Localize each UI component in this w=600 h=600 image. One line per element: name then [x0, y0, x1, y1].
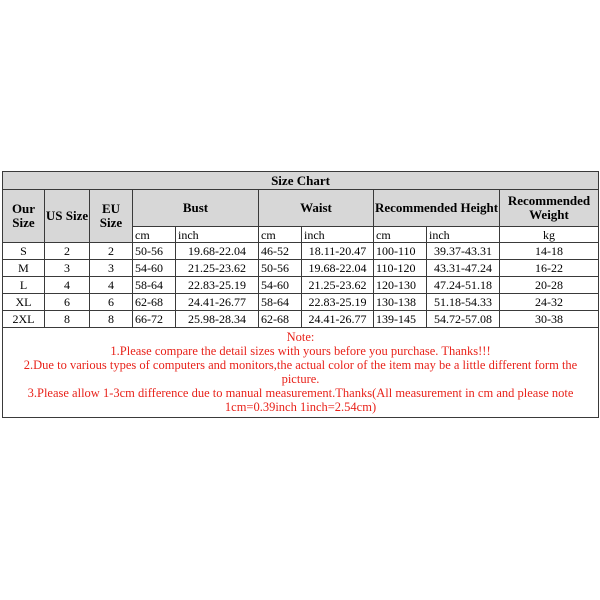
cell-us-size: 8	[45, 311, 90, 328]
cell-eu-size: 2	[90, 243, 133, 260]
notes-row	[3, 328, 599, 418]
cell-our-size: XL	[3, 294, 45, 311]
cell-weight: 16-22	[500, 260, 599, 277]
size-chart-table	[2, 171, 599, 418]
table-row	[3, 260, 599, 277]
unit-waist-cm: cm	[259, 227, 302, 243]
cell-bust-cm: 66-72	[133, 311, 176, 328]
table-row	[3, 294, 599, 311]
cell-height-cm: 110-120	[374, 260, 427, 277]
cell-our-size: L	[3, 277, 45, 294]
note-line-3: 3.Please allow 1-3cm difference due to manual measurement.Thanks(All measurement in cm and please note 1cm=0.39inch 1inch=2.54cm)	[27, 386, 574, 414]
cell-height-cm: 130-138	[374, 294, 427, 311]
cell-weight: 30-38	[500, 311, 599, 328]
header-eu-size: EU Size	[90, 190, 133, 243]
cell-eu-size: 8	[90, 311, 133, 328]
cell-us-size: 6	[45, 294, 90, 311]
chart-title: Size Chart	[3, 172, 599, 190]
note-line-1: 1.Please compare the detail sizes with yours before you purchase. Thanks!!!	[110, 344, 491, 358]
header-recommended-height: Recommended Height	[374, 190, 500, 227]
cell-height-cm: 100-110	[374, 243, 427, 260]
notes-block	[3, 328, 599, 418]
cell-our-size: S	[3, 243, 45, 260]
cell-eu-size: 4	[90, 277, 133, 294]
cell-bust-inch: 25.98-28.34	[176, 311, 259, 328]
table-row	[3, 243, 599, 260]
cell-waist-cm: 50-56	[259, 260, 302, 277]
note-line-2: 2.Due to various types of computers and monitors,the actual color of the item may be a little different form the picture.	[23, 358, 578, 386]
unit-bust-cm: cm	[133, 227, 176, 243]
cell-bust-inch: 22.83-25.19	[176, 277, 259, 294]
cell-weight: 14-18	[500, 243, 599, 260]
cell-waist-cm: 58-64	[259, 294, 302, 311]
cell-height-inch: 51.18-54.33	[427, 294, 500, 311]
unit-weight: kg	[500, 227, 599, 243]
table-row	[3, 311, 599, 328]
size-chart-sheet	[2, 171, 598, 418]
cell-waist-cm: 46-52	[259, 243, 302, 260]
note-heading: Note:	[286, 330, 315, 344]
cell-us-size: 2	[45, 243, 90, 260]
cell-bust-inch: 24.41-26.77	[176, 294, 259, 311]
header-us-size: US Size	[45, 190, 90, 243]
cell-weight: 20-28	[500, 277, 599, 294]
cell-height-inch: 43.31-47.24	[427, 260, 500, 277]
unit-height-inch: inch	[427, 227, 500, 243]
cell-bust-cm: 62-68	[133, 294, 176, 311]
unit-bust-inch: inch	[176, 227, 259, 243]
header-our-size: Our Size	[3, 190, 45, 243]
cell-waist-cm: 54-60	[259, 277, 302, 294]
cell-waist-cm: 62-68	[259, 311, 302, 328]
cell-height-inch: 47.24-51.18	[427, 277, 500, 294]
table-row	[3, 277, 599, 294]
unit-height-cm: cm	[374, 227, 427, 243]
cell-bust-cm: 50-56	[133, 243, 176, 260]
header-row	[3, 190, 599, 227]
title-row	[3, 172, 599, 190]
cell-waist-inch: 18.11-20.47	[302, 243, 374, 260]
cell-our-size: M	[3, 260, 45, 277]
cell-our-size: 2XL	[3, 311, 45, 328]
cell-height-inch: 39.37-43.31	[427, 243, 500, 260]
cell-eu-size: 6	[90, 294, 133, 311]
cell-bust-inch: 21.25-23.62	[176, 260, 259, 277]
cell-bust-cm: 54-60	[133, 260, 176, 277]
cell-height-cm: 120-130	[374, 277, 427, 294]
header-bust: Bust	[133, 190, 259, 227]
header-recommended-weight: Recommended Weight	[500, 190, 599, 227]
cell-bust-inch: 19.68-22.04	[176, 243, 259, 260]
cell-bust-cm: 58-64	[133, 277, 176, 294]
cell-waist-inch: 22.83-25.19	[302, 294, 374, 311]
unit-waist-inch: inch	[302, 227, 374, 243]
cell-us-size: 3	[45, 260, 90, 277]
header-waist: Waist	[259, 190, 374, 227]
cell-eu-size: 3	[90, 260, 133, 277]
cell-us-size: 4	[45, 277, 90, 294]
cell-weight: 24-32	[500, 294, 599, 311]
cell-height-inch: 54.72-57.08	[427, 311, 500, 328]
cell-height-cm: 139-145	[374, 311, 427, 328]
cell-waist-inch: 19.68-22.04	[302, 260, 374, 277]
cell-waist-inch: 24.41-26.77	[302, 311, 374, 328]
cell-waist-inch: 21.25-23.62	[302, 277, 374, 294]
